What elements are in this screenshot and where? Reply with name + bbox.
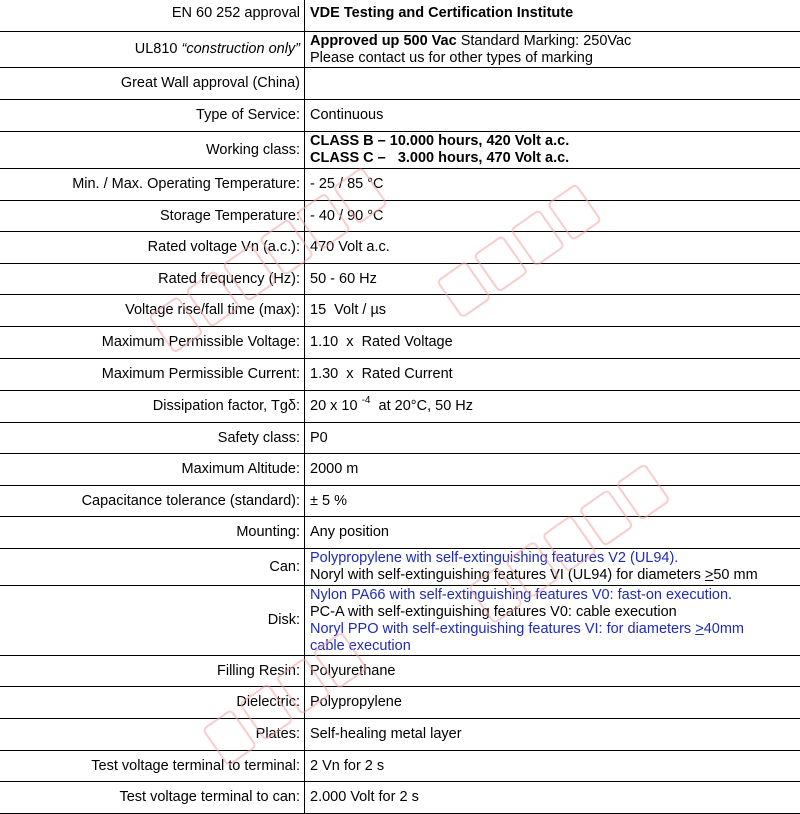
row-label: Disk: <box>0 586 305 656</box>
row-label: EN 60 252 approval <box>0 0 305 32</box>
row-value <box>305 0 800 32</box>
label-prefix: UL810 <box>135 41 182 57</box>
row-value: 15 Volt / µs <box>305 295 800 327</box>
value-rest: at 20°C, 50 Hz <box>371 398 474 414</box>
value-line: cable execution <box>310 638 797 655</box>
value-line: Polypropylene with self-extinguishing features V2 (UL94). <box>310 550 797 567</box>
row-value: P0 <box>305 423 800 454</box>
row-value <box>305 586 800 656</box>
row-label: Plates: <box>0 719 305 751</box>
row-value: 2.000 Volt for 2 s <box>305 782 800 814</box>
table-row <box>0 656 800 687</box>
value-text: 50 mm <box>713 567 757 583</box>
value-line <box>310 33 797 50</box>
row-label: Great Wall approval (China) <box>0 68 305 100</box>
row-value: Continuous <box>305 100 800 132</box>
row-label: Type of Service: <box>0 100 305 132</box>
row-label <box>0 32 305 68</box>
row-label: Voltage rise/fall time (max): <box>0 295 305 327</box>
table-row <box>0 359 800 391</box>
table-row <box>0 549 800 586</box>
row-value <box>305 549 800 586</box>
row-value: - 40 / 90 °C <box>305 201 800 232</box>
table-row <box>0 687 800 719</box>
row-value: 50 - 60 Hz <box>305 264 800 295</box>
value-line: PC-A with self-extinguishing features V0: cable execution <box>310 604 797 621</box>
table-row <box>0 232 800 264</box>
table-row <box>0 295 800 327</box>
row-label: Can: <box>0 549 305 586</box>
row-label: Dissipation factor, Tgδ: <box>0 391 305 423</box>
row-value: ± 5 % <box>305 486 800 517</box>
value-line <box>310 621 797 638</box>
value-symbol: > <box>705 567 713 583</box>
row-label: Working class: <box>0 132 305 169</box>
row-label: Maximum Permissible Current: <box>0 359 305 391</box>
row-label: Capacitance tolerance (standard): <box>0 486 305 517</box>
table-row <box>0 391 800 423</box>
row-value: Polypropylene <box>305 687 800 719</box>
row-value <box>305 132 800 169</box>
row-label: Rated voltage Vn (a.c.): <box>0 232 305 264</box>
row-label: Test voltage terminal to terminal: <box>0 751 305 782</box>
table-row <box>0 32 800 68</box>
table-row <box>0 517 800 549</box>
table-row <box>0 719 800 751</box>
row-value: 2000 m <box>305 454 800 486</box>
value-exponent: -4 <box>362 395 371 406</box>
table-row <box>0 782 800 814</box>
row-label: Maximum Permissible Voltage: <box>0 327 305 359</box>
row-value: 1.10 x Rated Voltage <box>305 327 800 359</box>
value-line: CLASS C – 3.000 hours, 470 Volt a.c. <box>310 150 797 167</box>
row-value: 470 Volt a.c. <box>305 232 800 264</box>
row-label: Maximum Altitude: <box>0 454 305 486</box>
value-line: CLASS B – 10.000 hours, 420 Volt a.c. <box>310 133 797 150</box>
table-row <box>0 100 800 132</box>
row-label: Min. / Max. Operating Temperature: <box>0 169 305 201</box>
row-label: Storage Temperature: <box>0 201 305 232</box>
table-row <box>0 327 800 359</box>
table-row <box>0 132 800 169</box>
row-value: Polyurethane <box>305 656 800 687</box>
label-italic: “construction only” <box>182 41 300 57</box>
table-row <box>0 68 800 100</box>
value-rest: Standard Marking: 250Vac <box>457 33 632 49</box>
value-text: 40mm <box>704 621 744 637</box>
value-line: Please contact us for other types of marking <box>310 50 797 67</box>
row-label: Dielectric: <box>0 687 305 719</box>
table-row <box>0 264 800 295</box>
value-bold: Approved up 500 Vac <box>310 33 457 49</box>
value-line: VDE Testing and Certification Institute <box>310 5 797 22</box>
value-line: Nylon PA66 with self-extinguishing features V0: fast-on execution. <box>310 587 797 604</box>
value-text: Noryl PPO with self-extinguishing features VI: for diameters <box>310 621 695 637</box>
table-row <box>0 751 800 782</box>
table-row <box>0 454 800 486</box>
row-value: Self-healing metal layer <box>305 719 800 751</box>
value-symbol: > <box>695 621 703 637</box>
row-value: 1.30 x Rated Current <box>305 359 800 391</box>
row-label: Mounting: <box>0 517 305 549</box>
table-row <box>0 423 800 454</box>
table-row <box>0 201 800 232</box>
table-row <box>0 586 800 656</box>
row-value: 2 Vn for 2 s <box>305 751 800 782</box>
table-row <box>0 486 800 517</box>
row-value: Any position <box>305 517 800 549</box>
table-row <box>0 169 800 201</box>
row-value: - 25 / 85 °C <box>305 169 800 201</box>
row-label: Rated frequency (Hz): <box>0 264 305 295</box>
value-base: 20 x 10 <box>310 398 362 414</box>
value-text: Noryl with self-extinguishing features VI (UL94) for diameters <box>310 567 705 583</box>
row-value <box>305 68 800 100</box>
row-value <box>305 391 800 423</box>
row-label: Safety class: <box>0 423 305 454</box>
row-label: Test voltage terminal to can: <box>0 782 305 814</box>
value-line <box>310 567 797 584</box>
table-row <box>0 0 800 32</box>
row-label: Filling Resin: <box>0 656 305 687</box>
row-value <box>305 32 800 68</box>
